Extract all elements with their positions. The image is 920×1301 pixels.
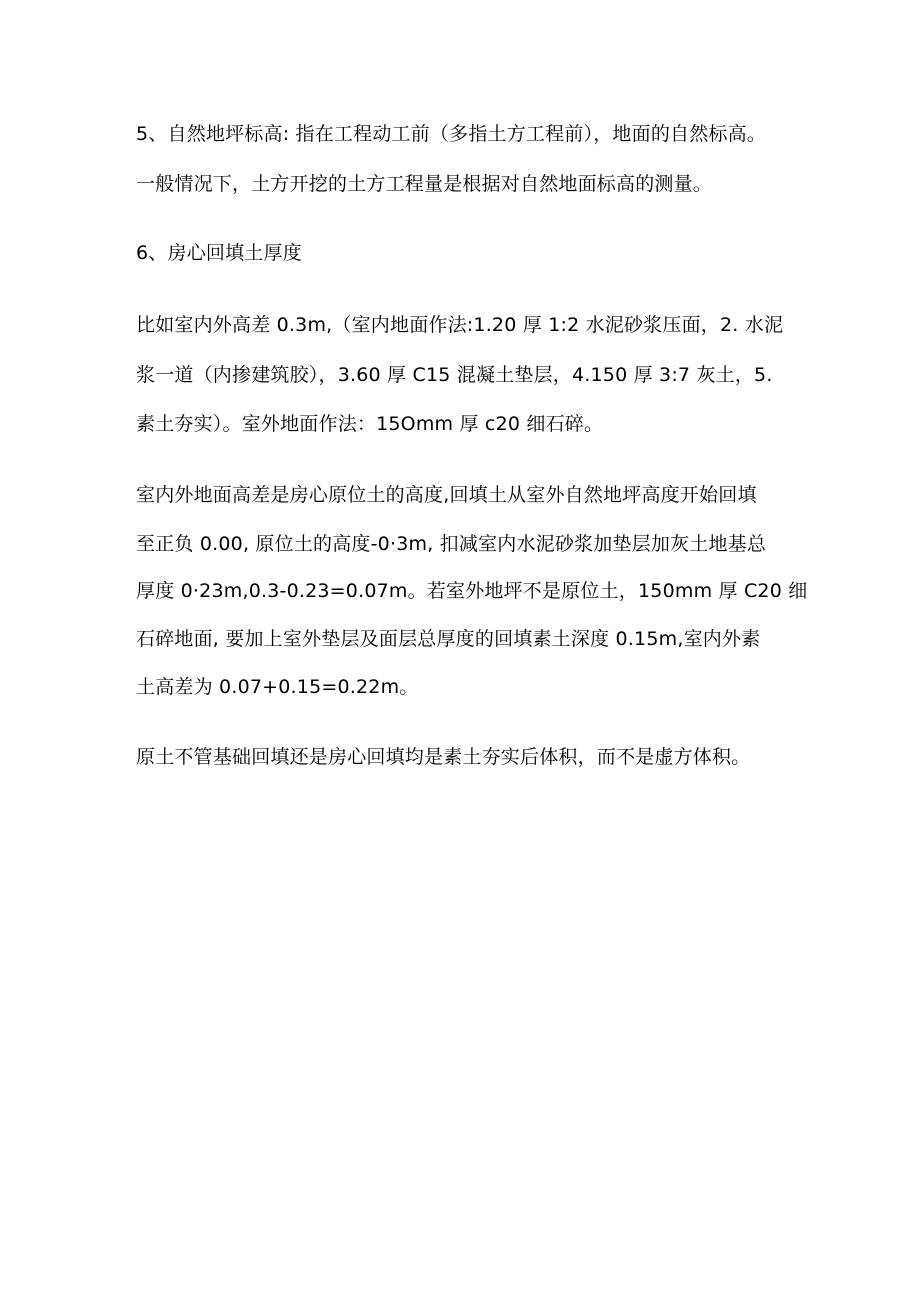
explanation-paragraph-line-5: 土高差为 0.07+0.15=0.22m。 (136, 676, 419, 698)
example-paragraph-line-1: 比如室内外高差 0.3m,（室内地面作法:1.20 厚 1:2 水泥砂浆压面，2. 水泥 (136, 314, 784, 336)
explanation-paragraph-line-3: 厚度 0·23m,0.3-0.23=0.07m。若室外地坪不是原位土，150mm 厚 C20 细 (136, 580, 808, 602)
explanation-paragraph-line-4: 石碎地面, 要加上室外垫层及面层总厚度的回填素土深度 0.15m,室内外素 (136, 628, 761, 650)
explanation-paragraph-line-1: 室内外地面高差是房心原位土的高度,回填土从室外自然地坪高度开始回填 (136, 484, 757, 506)
example-paragraph-line-3: 素土夯实）。室外地面作法：15Omm 厚 c20 细石碎。 (136, 413, 604, 435)
paragraph-5-line-2: 一般情况下，土方开挖的土方工程量是根据对自然地面标高的测量。 (136, 173, 713, 195)
paragraph-5-line-1: 5、自然地坪标高: 指在工程动工前（多指土方工程前），地面的自然标高。 (136, 123, 767, 145)
example-paragraph-line-2: 浆一道（内掺建筑胶），3.60 厚 C15 混凝土垫层，4.150 厚 3:7 灰土，5. (136, 364, 773, 386)
section-6-heading: 6、房心回填土厚度 (136, 242, 302, 264)
closing-paragraph: 原土不管基础回填还是房心回填均是素土夯实后体积，而不是虚方体积。 (136, 746, 751, 768)
explanation-paragraph-line-2: 至正负 0.00, 原位土的高度-0·3m, 扣减室内水泥砂浆加垫层加灰土地基总 (136, 533, 767, 555)
